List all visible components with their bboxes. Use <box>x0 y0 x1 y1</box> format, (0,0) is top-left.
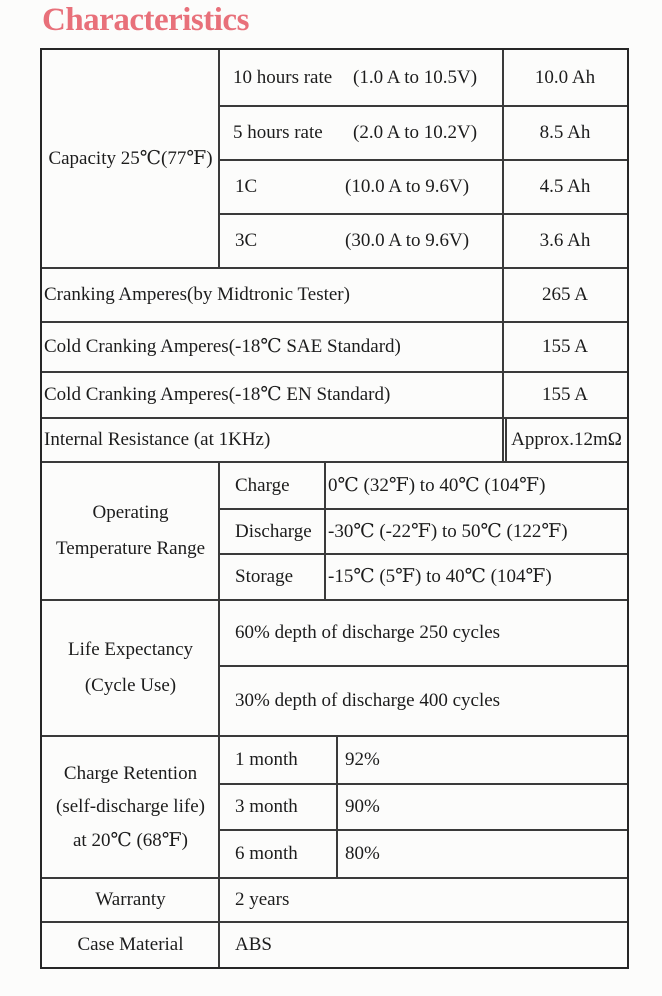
cranking-amperes-label: Cranking Amperes(by Midtronic Tester) <box>44 284 350 306</box>
life-expectancy-label-line: Life Expectancy <box>67 638 193 660</box>
life-expectancy-value: 30% depth of discharge 400 cycles <box>235 690 501 712</box>
operating-temperature-label-line: Operating <box>92 501 169 523</box>
capacity-condition: (1.0 A to 10.5V) <box>353 67 478 89</box>
operating-temperature-label <box>42 462 219 600</box>
case-material-value: ABS <box>235 933 272 955</box>
retention-period: 1 month <box>235 749 298 771</box>
capacity-value: 3.6 Ah <box>539 230 591 252</box>
characteristics-table <box>40 48 629 969</box>
retention-period: 3 month <box>235 796 298 818</box>
retention-value: 90% <box>345 796 380 818</box>
capacity-condition: (2.0 A to 10.2V) <box>353 122 478 144</box>
capacity-value: 10.0 Ah <box>534 67 596 89</box>
cca-en-label: Cold Cranking Amperes(-18℃ EN Standard) <box>44 384 391 406</box>
operating-temperature-label-line: Temperature Range <box>55 538 205 559</box>
temperature-range: 0℃ (32℉) to 40℃ (104℉) <box>328 474 546 496</box>
capacity-condition: (30.0 A to 9.6V) <box>345 230 470 252</box>
temperature-mode: Charge <box>235 474 290 496</box>
charge-retention-label <box>42 736 219 878</box>
internal-resistance-value: Approx.12mΩ <box>511 429 622 451</box>
cca-en-value: 155 A <box>542 384 588 406</box>
retention-value: 92% <box>345 749 380 771</box>
temperature-range: -15℃ (5℉) to 40℃ (104℉) <box>328 566 552 588</box>
temperature-mode: Storage <box>235 566 294 588</box>
temperature-range: -30℃ (-22℉) to 50℃ (122℉) <box>328 520 568 542</box>
internal-resistance-label: Internal Resistance (at 1KHz) <box>44 429 271 451</box>
capacity-value: 8.5 Ah <box>539 122 591 144</box>
warranty-label: Warranty <box>95 889 166 911</box>
warranty-value: 2 years <box>235 889 290 911</box>
charge-retention-label-line: Charge Retention <box>63 763 198 785</box>
life-expectancy-label <box>42 600 219 736</box>
page-title: Characteristics <box>42 2 249 38</box>
charge-retention-label-line: (self-discharge life) <box>56 796 205 818</box>
life-expectancy-value: 60% depth of discharge 250 cycles <box>235 622 501 644</box>
life-expectancy-label-line: (Cycle Use) <box>84 675 177 696</box>
retention-value: 80% <box>345 843 380 865</box>
capacity-value: 4.5 Ah <box>539 176 591 198</box>
capacity-condition: (10.0 A to 9.6V) <box>345 176 470 198</box>
retention-period: 6 month <box>235 843 298 865</box>
case-material-label: Case Material <box>77 933 184 955</box>
cca-sae-label: Cold Cranking Amperes(-18℃ SAE Standard) <box>44 336 401 358</box>
capacity-label: Capacity 25℃(77℉) <box>48 148 213 170</box>
capacity-rate: 5 hours rate <box>233 122 323 144</box>
cranking-amperes-value: 265 A <box>542 284 588 306</box>
cca-sae-value: 155 A <box>542 336 588 358</box>
capacity-rate: 1C <box>235 176 258 198</box>
charge-retention-label-line: at 20℃ (68℉) <box>72 829 189 851</box>
capacity-rate: 10 hours rate <box>233 67 333 89</box>
temperature-mode: Discharge <box>235 520 312 542</box>
capacity-rate: 3C <box>235 230 258 252</box>
